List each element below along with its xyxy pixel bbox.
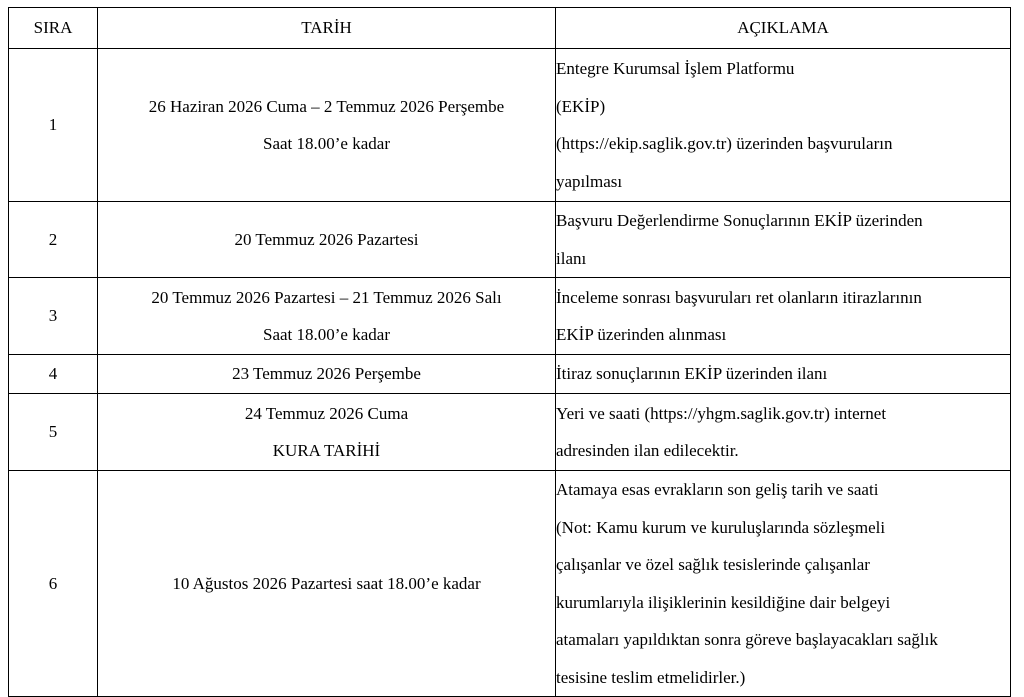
description-line: Yeri ve saati (https://yhgm.saglik.gov.tr) internet [556,403,887,423]
table-row [9,355,1011,394]
date-line: 23 Temmuz 2026 Perşembe [232,364,421,384]
description-line: (https://ekip.saglik.gov.tr) üzerinden başvuruların [556,134,893,153]
description-line: İnceleme sonrası başvuruları ret olanların itirazlarının [556,287,922,307]
row-number: 5 [9,394,98,471]
description-cell [556,394,1011,471]
row-number: 2 [9,202,98,278]
description-cell [556,355,1011,394]
row-number: 4 [9,355,98,394]
date-line: Saat 18.00’e kadar [263,134,390,153]
table-row [9,394,1011,471]
date-line: 24 Temmuz 2026 Cuma [244,403,409,423]
description-line: (EKİP) [556,96,606,116]
description-cell [556,471,1011,697]
description-line: EKİP üzerinden alınması [556,325,727,344]
description-line: ilanı [556,248,587,268]
description-line: İtiraz sonuçlarının EKİP üzerinden ilanı [556,364,828,384]
date-line: 26 Haziran 2026 Cuma – 2 Temmuz 2026 Perşembe [148,96,505,116]
description-line: Atamaya esas evrakların son geliş tarih ve saati [556,480,879,499]
date-line: 20 Temmuz 2026 Pazartesi [234,229,419,249]
description-line: kurumlarıyla ilişiklerinin kesildiğine dair belgeyi [556,592,891,612]
column-header-sira: SIRA [9,8,98,49]
column-header-aciklama: AÇIKLAMA [556,8,1011,49]
description-cell [556,49,1011,202]
date-line: Saat 18.00’e kadar [263,325,390,344]
date-cell [98,278,556,355]
row-number: 6 [9,471,98,697]
date-cell [98,355,556,394]
description-line: (Not: Kamu kurum ve kuruluşlarında sözleşmeli [556,517,886,537]
date-line: 20 Temmuz 2026 Pazartesi – 21 Temmuz 2026 Salı [151,287,502,307]
description-cell [556,278,1011,355]
description-line: adresinden ilan edilecektir. [556,441,739,460]
table-row [9,278,1011,355]
row-number: 3 [9,278,98,355]
column-header-tarih: TARİH [98,8,556,49]
description-line: Başvuru Değerlendirme Sonuçlarının EKİP üzerinden [556,211,923,230]
header-row [9,8,1011,49]
date-cell [98,394,556,471]
description-line: atamaları yapıldıktan sonra göreve başlayacakları sağlık [556,630,938,649]
table-row [9,471,1011,697]
date-cell [98,202,556,278]
date-line: KURA TARİHİ [272,441,381,460]
table-row [9,202,1011,278]
date-cell [98,471,556,697]
description-cell [556,202,1011,278]
date-line: 10 Ağustos 2026 Pazartesi saat 18.00’e kadar [172,573,481,593]
description-line: Entegre Kurumsal İşlem Platformu [556,59,795,78]
date-cell [98,49,556,202]
row-number: 1 [9,49,98,202]
description-line: tesisine teslim etmelidirler.) [556,667,746,687]
schedule-table [8,7,1011,697]
description-line: çalışanlar ve özel sağlık tesislerinde çalışanlar [556,555,870,574]
description-line: yapılması [556,171,623,191]
table-row [9,49,1011,202]
